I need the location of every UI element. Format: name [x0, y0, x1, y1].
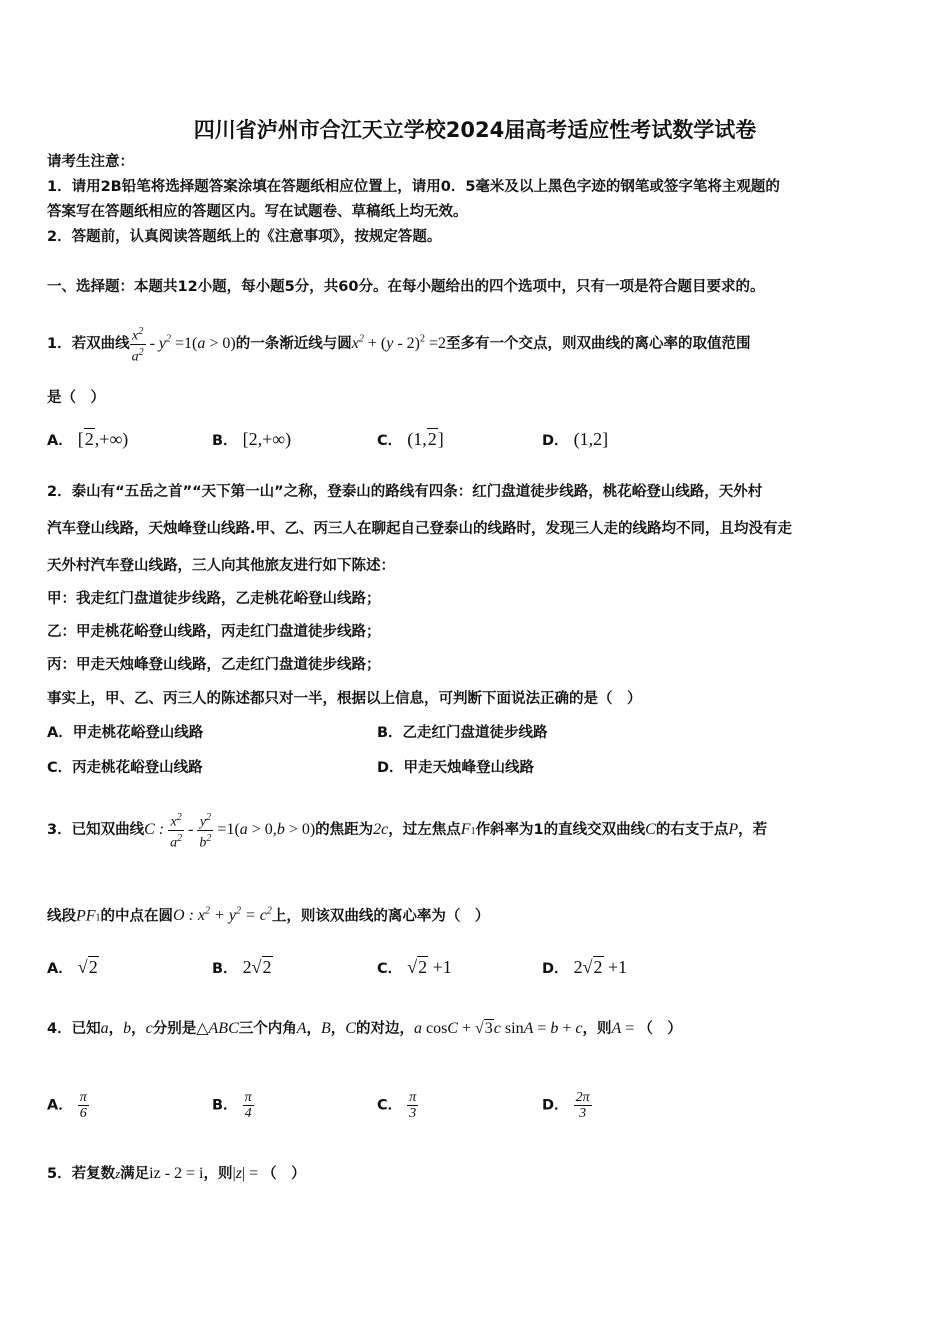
q2-line-2: 汽车登山线路，天烛峰登山线路.甲、乙、丙三人在聊起自己登泰山的线路时，发现三人走的线路均不同，且均没有走: [47, 521, 793, 537]
q2-line-4: 事实上，甲、乙、丙三人的陈述都只对一半，根据以上信息，可判断下面说法正确的是（ ）: [47, 691, 642, 707]
notice-line-1: 1．请用2B铅笔将选择题答案涂填在答题纸相应位置上，请用0．5毫米及以上黑色字迹的钢笔或签字笔将主观题的: [47, 179, 780, 195]
q4-option-c: C． $\frac{\pi}{3}$: [377, 1090, 417, 1121]
q2-option-c: C．丙走桃花峪登山线路: [47, 760, 203, 776]
notice-line-3: 2．答题前，认真阅读答题纸上的《注意事项》，按规定答题。: [47, 229, 442, 245]
q2-statement-3: 丙：甲走天烛峰登山线路，乙走红门盘道徒步线路；: [47, 657, 381, 673]
question-1: 1．若双曲线 $\frac{x^2}{a^2}$ - $y^2 =1(a > 0)$的一条渐近线与圆$x^2 + (y - 2)^2 =2$至多有一个交点，则双曲线的离心率的取值范围: [47, 326, 751, 365]
q2-statement-1: 甲：我走红门盘道徒步线路，乙走桃花峪登山线路；: [47, 591, 381, 607]
q2-option-d: D．甲走天烛峰登山线路: [377, 760, 535, 776]
q1-fraction: $\frac{x^2}{a^2}$: [131, 326, 144, 365]
q1-option-c: C． (1,2]: [377, 429, 444, 449]
q4-option-a: A． $\frac{\pi}{6}$: [47, 1090, 87, 1121]
q1-prefix: 1．若双曲线: [47, 336, 130, 353]
q2-line-3: 天外村汽车登山线路，三人向其他旅友进行如下陈述：: [47, 558, 395, 574]
q2-line-1: 2．泰山有“五岳之首”“天下第一山”之称，登泰山的路线有四条：红门盘道徒步线路，桃花峪登山线路，天外村: [47, 484, 763, 500]
question-4: 4．已知a，b，c分别是△ABC三个内角A，B，C的对边，a cosC + √3c sinA = b + c，则A = （ ）: [47, 1020, 682, 1037]
q3-prefix: 3．已知双曲线: [47, 822, 145, 839]
q3-option-b: B． 2√2: [212, 957, 272, 977]
q1-option-d: D． (1,2]: [542, 429, 609, 449]
q2-statement-2: 乙：甲走桃花峪登山线路，丙走红门盘道徒步线路；: [47, 624, 381, 640]
q1-mid: 的一条渐近线与圆: [235, 336, 352, 353]
q4-option-d: D． $\frac{2\pi}{3}$: [542, 1090, 590, 1121]
question-5: 5．若复数z满足iz - 2 = i，则|z| = （ ）: [47, 1165, 306, 1182]
section-heading: 一、选择题：本题共12小题，每小题5分，共60分。在每小题给出的四个选项中，只有一项是符合题目要求的。: [47, 279, 765, 295]
q1-option-b: B． [2,+∞): [212, 429, 292, 449]
q2-option-a: A．甲走桃花峪登山线路: [47, 725, 204, 741]
q1-option-a: A． [2,+∞): [47, 429, 129, 449]
q1-suffix: 至多有一个交点，则双曲线的离心率的取值范围: [446, 336, 751, 353]
q3-line-2: 线段PF1的中点在圆O : $x^2 + y^2 = c^2$上，则该双曲线的离心率为（ ）: [47, 906, 490, 925]
q3-option-a: A． √2: [47, 957, 98, 977]
notice-heading: 请考生注意：: [47, 154, 134, 170]
question-3: 3．已知双曲线C : $\frac{x^2}{a^2}$ - $\frac{y^2}{b^2}$ =1(a > 0,b > 0)的焦距为2c，过左焦点F1作斜率为1的直线交双曲线C的右支于点P，若: [47, 812, 768, 851]
exam-title: 四川省泸州市合江天立学校2024届高考适应性考试数学试卷: [193, 118, 757, 142]
q1-line-2: 是（ ）: [47, 390, 105, 406]
q3-option-c: C． √2 +1: [377, 957, 452, 977]
q3-option-d: D． 2√2 +1: [542, 957, 628, 977]
notice-line-2: 答案写在答题纸相应的答题区内。写在试题卷、草稿纸上均无效。: [47, 204, 468, 220]
q2-option-b: B．乙走红门盘道徒步线路: [377, 725, 548, 741]
q4-option-b: B． $\frac{\pi}{4}$: [212, 1090, 252, 1121]
